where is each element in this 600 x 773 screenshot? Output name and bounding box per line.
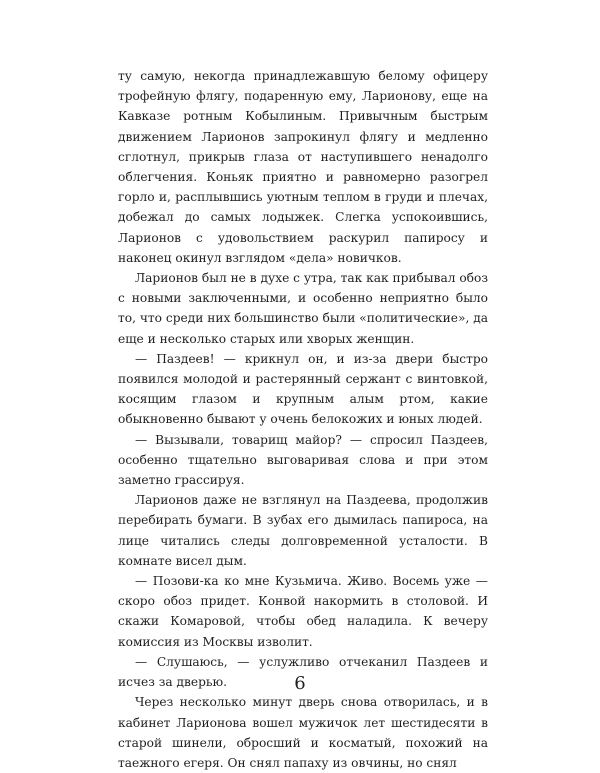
- paragraph: — Паздеев! — крикнул он, и из-за двери быстро появился молодой и растерянный сержант с винтовкой, косящим глазом и крупным алым ртом, какие обыкновенно бывают у очень белокожих и юных людей.: [118, 351, 488, 427]
- paragraph: — Вызывали, товарищ майор? — спросил Паздеев, особенно тщательно выговаривая слова и при этом заметно грассируя.: [118, 432, 488, 488]
- page-number: 6: [294, 673, 306, 694]
- paragraph: ту самую, некогда принадлежавшую белому офицеру трофейную флягу, подаренную ему, Ларионову, еще на Кавказе ротным Кобылиным. Привычным быстрым движением Ларионов запрокинул флягу и медленно сглотнул, прикрыв глаза от наступившего ненадолго облегчения. Коньяк приятно и равномерно разогрел горло и, расплывшись уютным теплом в груди и плечах, добежал до самых лодыжек. Слегка успокоившись, Ларионов с удовольствием раскурил папиросу и наконец окинул взглядом «дела» новичков.: [118, 69, 488, 265]
- paragraph: — Слушаюсь, — услужливо отчеканил Паздеев и исчез за дверью.: [118, 654, 488, 690]
- body-text: [118, 66, 488, 773]
- paragraph: Ларионов был не в духе с утра, так как прибывал обоз с новыми заключенными, и особенно неприятно было то, что среди них большинство были «политические», да еще и несколько старых или хворых женщин.: [118, 271, 488, 346]
- paragraph: Через несколько минут дверь снова отворилась, и в кабинет Ларионова вошел мужичок лет шестидесяти в старой шинели, обросший и косматый, похожий на таежного егеря. Он снял папаху из овчины, но снял: [118, 695, 488, 770]
- paragraph: — Позови-ка ко мне Кузьмича. Живо. Восемь уже — скоро обоз придет. Конвой накормить в столовой. И скажи Комаровой, чтобы обед наладила. К вечеру комиссия из Москвы изволит.: [118, 574, 488, 649]
- paragraph: Ларионов даже не взглянул на Паздеева, продолжив перебирать бумаги. В зубах его дымилась папироса, на лице читались следы долговременной усталости. В комнате висел дым.: [118, 493, 488, 568]
